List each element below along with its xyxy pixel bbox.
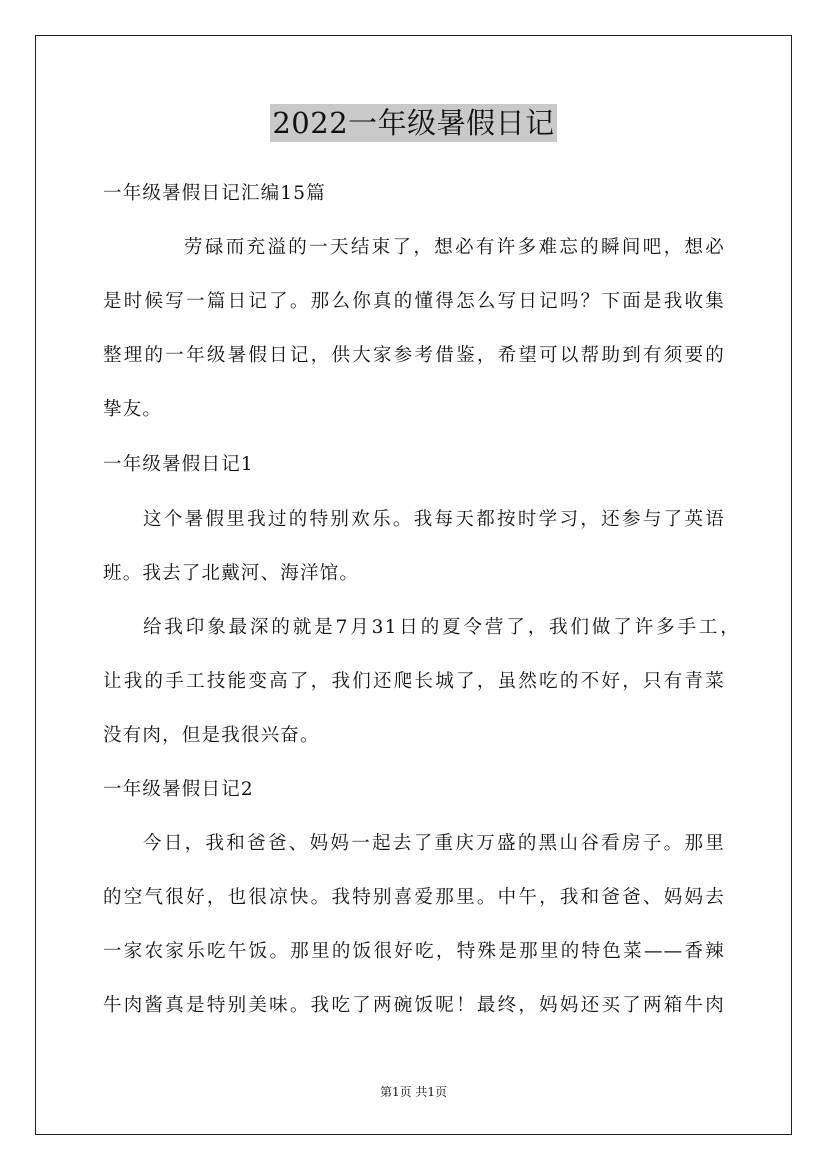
paragraph-line: 劳碌而充溢的一天结束了，想必有许多难忘的瞬间吧，想必 [184, 237, 725, 258]
section-heading: 一年级暑假日记2 [103, 779, 254, 800]
section-heading: 一年级暑假日记1 [103, 454, 254, 475]
paragraph-line: 没有肉，但是我很兴奋。 [103, 725, 320, 746]
paragraph-line: 给我印象最深的就是7月31日的夏令营了，我们做了许多手工， [143, 617, 740, 638]
paragraph-line: 今日，我和爸爸、妈妈一起去了重庆万盛的黑山谷看房子。那里 [143, 833, 725, 854]
paragraph-line: 班。我去了北戴河、海洋馆。 [103, 563, 360, 584]
paragraph-line: 一家农家乐吃午饭。那里的饭很好吃，特殊是那里的特色菜——香辣 [103, 941, 725, 962]
paragraph-line: 让我的手工技能变高了，我们还爬长城了，虽然吃的不好，只有青菜 [103, 671, 725, 692]
paragraph-line: 牛肉酱真是特别美味。我吃了两碗饭呢！最终，妈妈还买了两箱牛肉 [103, 995, 725, 1016]
document-title: 2022一年级暑假日记 [272, 106, 555, 140]
paragraph-line: 的空气很好，也很凉快。我特别喜爱那里。中午，我和爸爸、妈妈去 [103, 887, 725, 908]
paragraph-line: 挚友。 [103, 399, 163, 420]
paragraph-line: 整理的一年级暑假日记，供大家参考借鉴，希望可以帮助到有须要的 [103, 345, 725, 366]
title-container [0, 104, 827, 142]
paragraph-line: 这个暑假里我过的特别欢乐。我每天都按时学习，还参与了英语 [143, 509, 725, 530]
page-footer: 第1页 共1页 [379, 1085, 448, 1099]
paragraph-line: 是时候写一篇日记了。那么你真的懂得怎么写日记吗？下面是我收集 [103, 291, 725, 312]
subtitle-line: 一年级暑假日记汇编15篇 [103, 183, 326, 204]
